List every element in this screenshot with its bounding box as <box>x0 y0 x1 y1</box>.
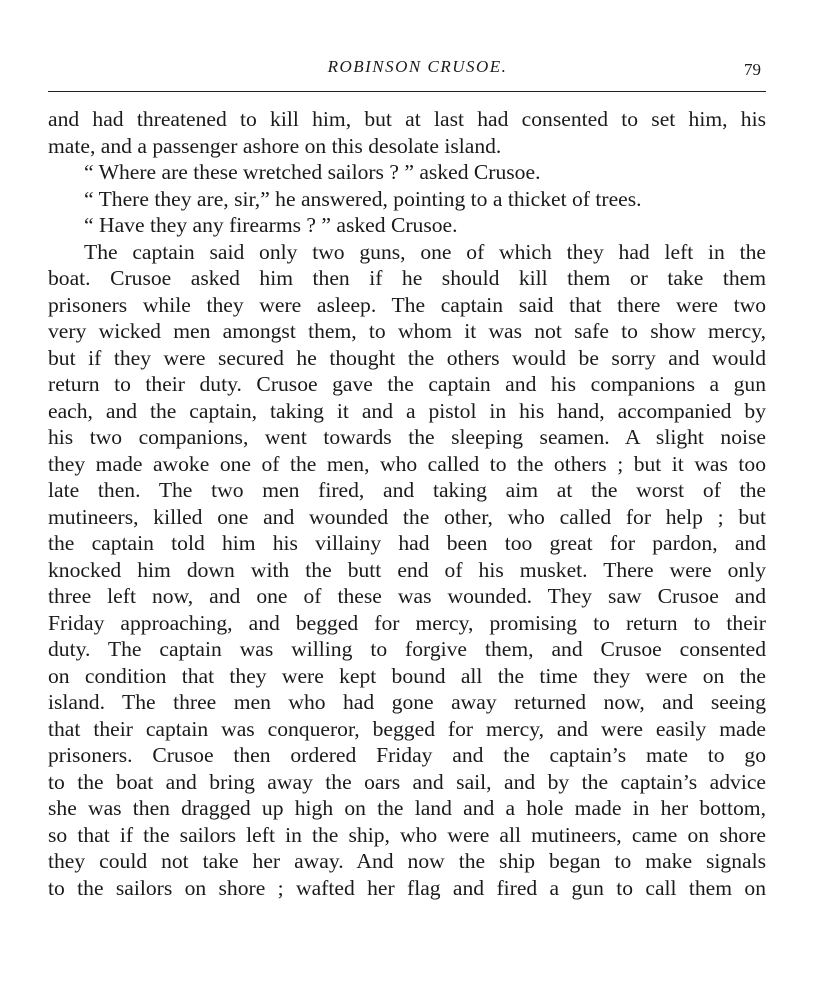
page-number: 79 <box>744 60 761 79</box>
text-line: island. The three men who had gone away returned now, and seeing <box>48 690 766 714</box>
text-line: late then. The two men fired, and taking aim at the worst of the <box>48 478 766 502</box>
text-line: and had threatened to kill him, but at last had consented to set him, his <box>48 107 766 131</box>
running-title: ROBINSON CRUSOE. <box>327 57 508 76</box>
text-line: knocked him down with the butt end of his musket. There were only <box>48 557 766 582</box>
text-line: The captain said only two guns, one of which they had left in the <box>84 239 766 264</box>
text-line: very wicked men amongst them, to whom it was not safe to show mercy, <box>48 319 766 343</box>
text-line: they made awoke one of the men, who called to the others ; but it was too <box>48 451 766 476</box>
text-line: three left now, and one of these was wounded. They saw Crusoe and <box>48 584 766 608</box>
text-line: so that if the sailors left in the ship, who were all mutineers, came on shore <box>48 822 766 847</box>
text-line: that their captain was conqueror, begged for mercy, and were easily made <box>48 716 766 741</box>
text-line: they could not take her away. And now the ship began to make signals <box>48 849 766 873</box>
body-text <box>48 106 766 901</box>
text-line: the captain told him his villainy had been too great for pardon, and <box>48 531 766 555</box>
text-line: duty. The captain was willing to forgive them, and Crusoe consented <box>48 637 766 661</box>
text-line: mutineers, killed one and wounded the other, who called for help ; but <box>48 504 766 529</box>
text-line: to the boat and bring away the oars and sail, and by the captain’s advice <box>48 769 766 794</box>
text-line: on condition that they were kept bound all the time they were on the <box>48 663 766 688</box>
text-line: mate, and a passenger ashore on this desolate island. <box>48 133 502 158</box>
text-line: return to their duty. Crusoe gave the captain and his companions a gun <box>48 372 766 396</box>
text-line: “ Have they any firearms ? ” asked Crusoe. <box>84 213 458 237</box>
header-rule <box>48 91 766 92</box>
text-line: to the sailors on shore ; wafted her flag and fired a gun to call them on <box>48 875 766 900</box>
text-line: Friday approaching, and begged for mercy, promising to return to their <box>48 610 766 635</box>
text-line: each, and the captain, taking it and a pistol in his hand, accompanied by <box>48 398 766 423</box>
text-line: “ Where are these wretched sailors ? ” asked Crusoe. <box>84 160 541 184</box>
text-line: prisoners. Crusoe then ordered Friday and the captain’s mate to go <box>48 743 766 767</box>
text-line: she was then dragged up high on the land and a hole made in her bottom, <box>48 796 766 820</box>
text-line: prisoners while they were asleep. The captain said that there were two <box>48 292 766 317</box>
text-line: his two companions, went towards the sleeping seamen. A slight noise <box>48 425 766 449</box>
text-line: boat. Crusoe asked him then if he should kill them or take them <box>48 266 766 290</box>
text-line: “ There they are, sir,” he answered, pointing to a thicket of trees. <box>84 186 642 211</box>
text-line: but if they were secured he thought the others would be sorry and would <box>48 345 766 370</box>
